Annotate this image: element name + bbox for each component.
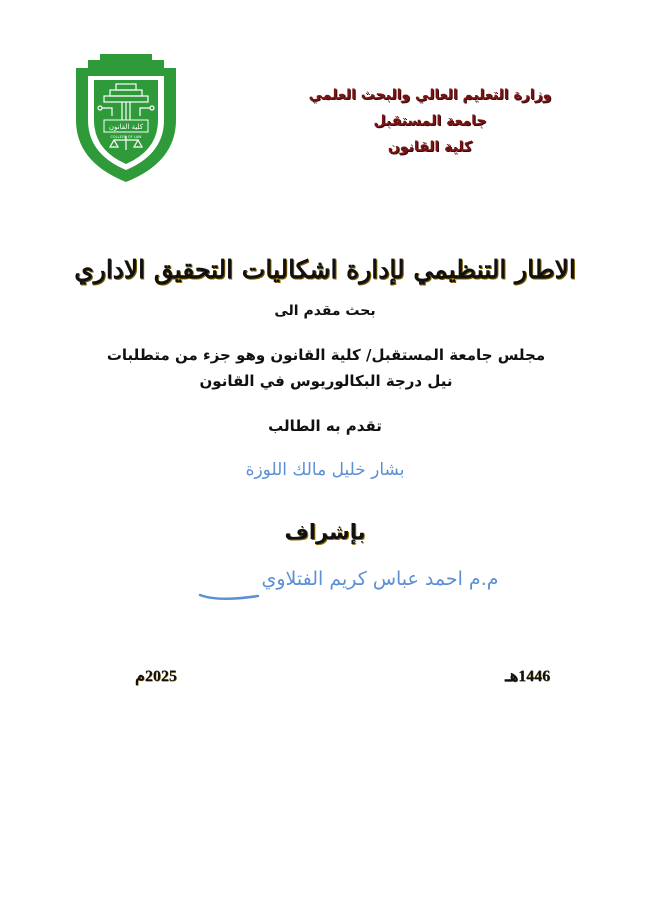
submitted-to-label: بحث مقدم الى [274, 303, 376, 319]
student-name: بشار خليل مالك اللوزة [245, 460, 405, 480]
gregorian-date: 2025م [135, 668, 177, 685]
submission-description: مجلس جامعة المستقبل/ كلية القانون وهو جزء من متطلبات نيل درجة البكالوريوس في القانون [106, 346, 546, 390]
university-name: جامعة المستقبل [373, 113, 487, 129]
research-title: الاطار التنظيمي لإدارة اشكاليات التحقيق الاداري [74, 255, 576, 284]
signature-swash-icon [198, 592, 260, 602]
supervisor-name: م.م احمد عباس كريم الفتلاوي [261, 568, 499, 590]
supervision-label: بإشراف [284, 520, 366, 544]
hijri-date: 1446هـ [505, 668, 551, 685]
university-logo [66, 50, 186, 185]
shield-logo-icon [66, 50, 186, 185]
submitted-by-label: تقدم به الطالب [268, 417, 382, 435]
svg-text:كلية القانون: كلية القانون [108, 123, 144, 131]
ministry-name: وزارة التعليم العالي والبحث العلمي [308, 87, 552, 103]
institution-header [300, 82, 560, 160]
college-name: كلية القانون [387, 139, 473, 155]
svg-text:COLLEGE OF LAW: COLLEGE OF LAW [110, 135, 142, 139]
